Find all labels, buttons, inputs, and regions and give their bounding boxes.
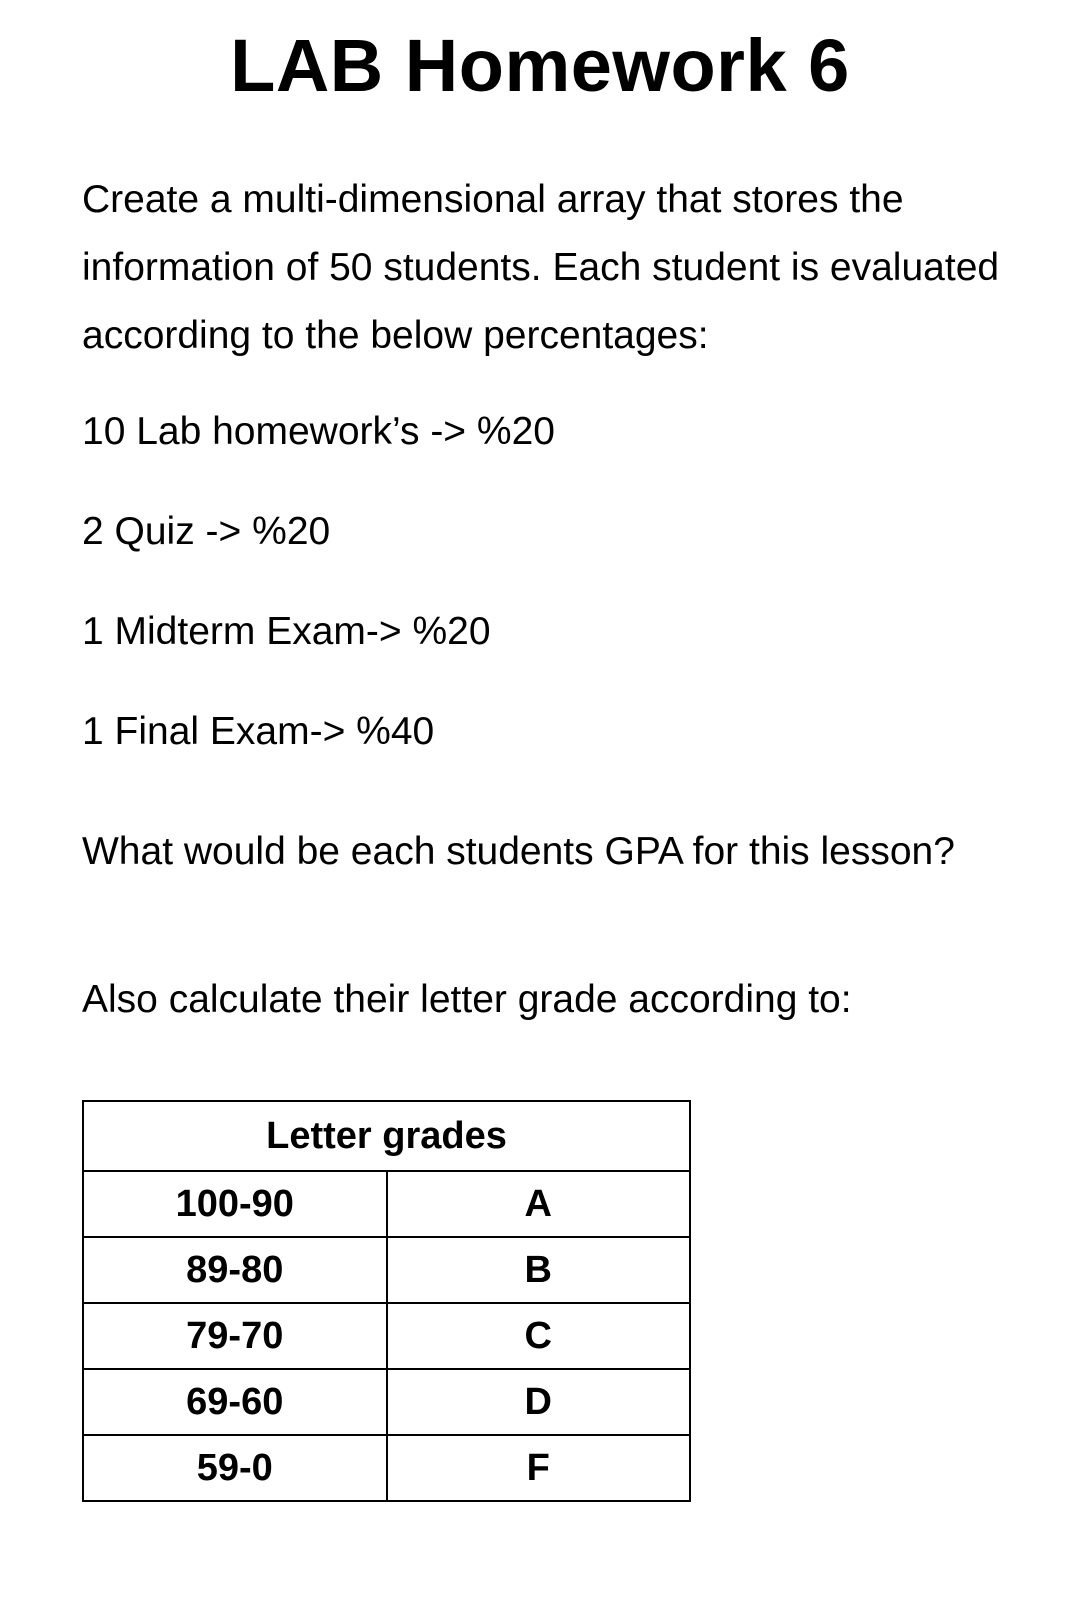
table-row (83, 1435, 690, 1501)
gpa-question: What would be each students GPA for this lesson? (82, 830, 955, 873)
table-row (83, 1237, 690, 1303)
table-row (83, 1369, 690, 1435)
grade-letter-cell: B (387, 1237, 691, 1303)
table-header-row (83, 1101, 690, 1171)
table-row (83, 1171, 690, 1237)
grade-range-cell: 79-70 (83, 1303, 387, 1369)
grade-range-cell: 69-60 (83, 1369, 387, 1435)
grade-range-cell: 89-80 (83, 1237, 387, 1303)
table-header: Letter grades (83, 1101, 690, 1171)
table-row (83, 1303, 690, 1369)
intro-paragraph: Create a multi-dimensional array that stores the information of 50 students. Each student is evaluated according to the below percentages: (82, 178, 1000, 357)
weight-lab-homework: 10 Lab homework’s -> %20 (82, 410, 555, 453)
grade-range-cell: 100-90 (83, 1171, 387, 1237)
page-title: LAB Homework 6 (230, 24, 850, 107)
grade-range-cell: 59-0 (83, 1435, 387, 1501)
grade-letter-cell: A (387, 1171, 691, 1237)
grade-letter-cell: F (387, 1435, 691, 1501)
grade-letter-cell: D (387, 1369, 691, 1435)
weight-final: 1 Final Exam-> %40 (82, 710, 435, 753)
grade-letter-cell: C (387, 1303, 691, 1369)
letter-grade-instruction: Also calculate their letter grade according to: (82, 978, 852, 1021)
letter-grades-table (82, 1100, 691, 1502)
weight-quiz: 2 Quiz -> %20 (82, 510, 331, 553)
weight-midterm: 1 Midterm Exam-> %20 (82, 610, 491, 653)
